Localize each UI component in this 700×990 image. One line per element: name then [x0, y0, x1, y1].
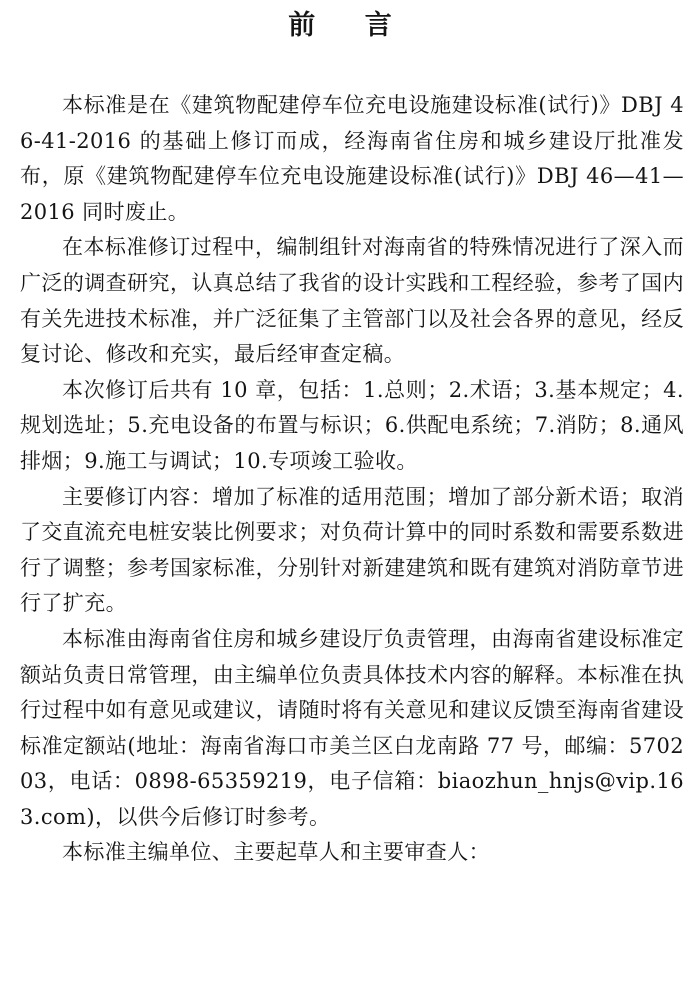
paragraph-main-revisions: 主要修订内容：增加了标准的适用范围；增加了部分新术语；取消了交直流充电桩安装比例要求；对负荷计算中的同时系数和需要系数进行了调整；参考国家标准，分别针对新建建筑和既有建筑对消防章节进行了扩充。 — [20, 484, 684, 616]
paragraph-revision-basis: 本标准是在《建筑物配建停车位充电设施建设标准(试行)》DBJ 46-41-2016 的基础上修订而成，经海南省住房和城乡建设厅批准发布，原《建筑物配建停车位充电设施建设标准(试行)》DBJ 46—41—2016 同时废止。 — [20, 93, 684, 224]
preface-body — [20, 88, 684, 871]
paragraph-compilation-process: 在本标准修订过程中，编制组针对海南省的特殊情况进行了深入而广泛的调查研究，认真总结了我省的设计实践和工程经验，参考了国内有关先进技术标准，并广泛征集了主管部门以及社会各界的意见，经反复讨论、修改和充实，最后经审查定稿。 — [20, 235, 684, 367]
paragraph-editors-heading: 本标准主编单位、主要起草人和主要审查人： — [62, 840, 490, 865]
paragraph-management-contact: 本标准由海南省住房和城乡建设厅负责管理，由海南省建设标准定额站负责日常管理，由主编单位负责具体技术内容的解释。本标准在执行过程中如有意见或建议，请随时将有关意见和建议反馈至海南省建设标准定额站(地址：海南省海口市美兰区白龙南路 77 号，邮编：570203，电话：0898-65359219，电子信箱：biaozhun_hnjs@vip.163.com)，以供今后修订时参考。 — [20, 626, 684, 829]
paragraph-chapter-list: 本次修订后共有 10 章，包括：1.总则；2.术语；3.基本规定；4.规划选址；5.充电设备的布置与标识；6.供配电系统；7.消防；8.通风排烟；9.施工与调试；10.专项竣工验收。 — [20, 377, 684, 473]
page-title: 前 言 — [288, 10, 412, 41]
